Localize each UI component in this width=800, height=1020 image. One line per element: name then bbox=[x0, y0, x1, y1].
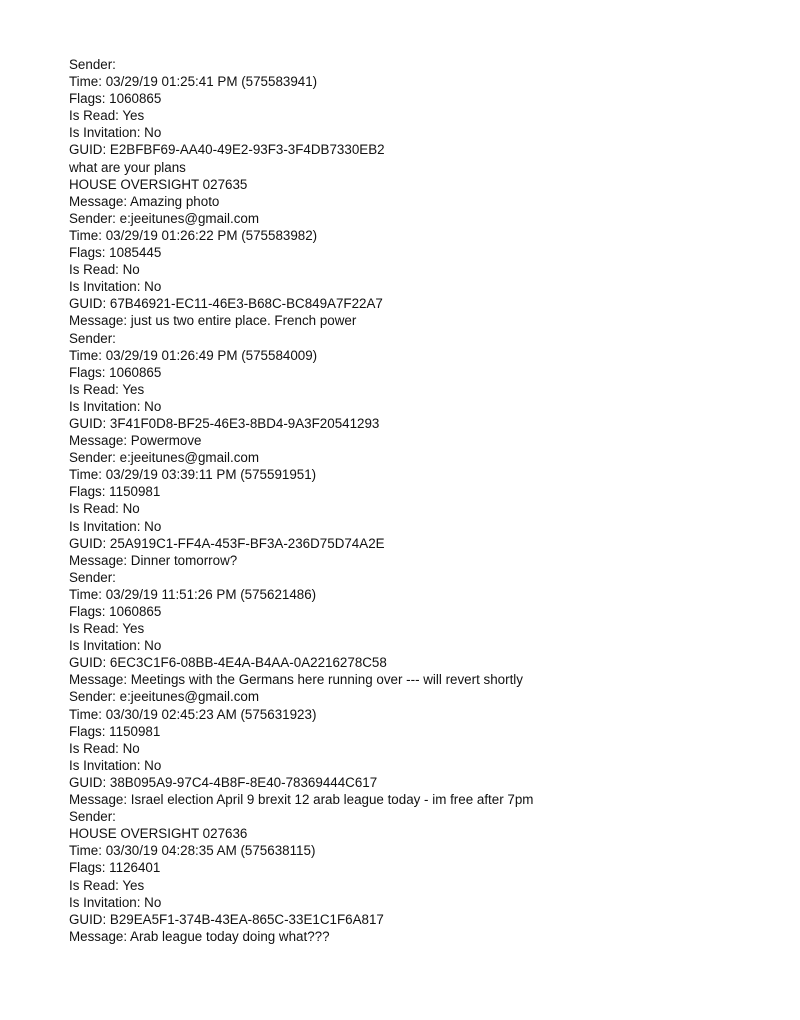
document-line: Sender: bbox=[69, 57, 116, 72]
document-page bbox=[69, 56, 769, 945]
document-line: GUID: 67B46921-EC11-46E3-B68C-BC849A7F22A7 bbox=[69, 296, 383, 312]
document-line: Message: Powermove bbox=[69, 433, 202, 449]
document-line: Sender: bbox=[69, 809, 116, 825]
document-line: Time: 03/29/19 01:26:22 PM (575583982) bbox=[69, 227, 318, 243]
document-line: Time: 03/29/19 11:51:26 PM (575621486) bbox=[69, 586, 317, 602]
document-line: Message: Israel election April 9 brexit 12 arab league today - im free after 7pm bbox=[69, 792, 534, 808]
document-line: Time: 03/29/19 01:26:49 PM (575584009) bbox=[69, 347, 318, 363]
document-line: Flags: 1085445 bbox=[69, 245, 162, 261]
document-line: GUID: E2BFBF69-AA40-49E2-93F3-3F4DB7330EB2 bbox=[69, 142, 385, 158]
document-line: Message: Arab league today doing what??? bbox=[69, 928, 330, 944]
document-line: GUID: 6EC3C1F6-08BB-4E4A-B4AA-0A2216278C58 bbox=[69, 655, 387, 671]
document-line: GUID: 25A919C1-FF4A-453F-BF3A-236D75D74A2E bbox=[69, 535, 385, 551]
document-line: Is Invitation: No bbox=[69, 894, 162, 910]
document-line: GUID: 38B095A9-97C4-4B8F-8E40-78369444C617 bbox=[69, 774, 378, 790]
document-line: Time: 03/29/19 01:25:41 PM (575583941) bbox=[69, 74, 318, 90]
document-line: Is Invitation: No bbox=[69, 279, 162, 295]
document-line: Sender: bbox=[69, 330, 116, 346]
document-line: Flags: 1060865 bbox=[69, 364, 162, 380]
document-line: Message: Meetings with the Germans here running over --- will revert shortly bbox=[69, 672, 523, 688]
document-line: Sender: e:jeeitunes@gmail.com bbox=[69, 210, 259, 226]
document-line: Is Invitation: No bbox=[69, 398, 162, 414]
document-line: Is Read: Yes bbox=[69, 108, 145, 124]
document-line: Is Read: No bbox=[69, 262, 140, 278]
document-line: Flags: 1150981 bbox=[69, 484, 161, 500]
document-line: Flags: 1126401 bbox=[69, 860, 161, 876]
document-line: Is Invitation: No bbox=[69, 757, 162, 773]
document-line: Time: 03/30/19 04:28:35 AM (575638115) bbox=[69, 843, 316, 859]
document-line: Is Read: Yes bbox=[69, 381, 145, 397]
document-line: HOUSE OVERSIGHT 027635 bbox=[69, 176, 248, 192]
document-line: Flags: 1060865 bbox=[69, 604, 162, 619]
document-line: Sender: bbox=[69, 569, 116, 585]
document-line: Is Invitation: No bbox=[69, 638, 162, 654]
document-line: Is Invitation: No bbox=[69, 518, 162, 534]
document-line: Is Read: Yes bbox=[69, 877, 145, 893]
document-line: Message: just us two entire place. French power bbox=[69, 313, 357, 329]
document-line: GUID: 3F41F0D8-BF25-46E3-8BD4-9A3F20541293 bbox=[69, 415, 380, 431]
document-line: HOUSE OVERSIGHT 027636 bbox=[69, 826, 248, 842]
document-line: Is Read: No bbox=[69, 740, 140, 756]
document-line: Message: Amazing photo bbox=[69, 193, 220, 209]
document-line: Time: 03/30/19 02:45:23 AM (575631923) bbox=[69, 706, 317, 722]
document-line: Flags: 1060865 bbox=[69, 91, 162, 107]
document-line: Message: Dinner tomorrow? bbox=[69, 552, 238, 568]
document-line: Sender: e:jeeitunes@gmail.com bbox=[69, 450, 259, 466]
document-line: GUID: B29EA5F1-374B-43EA-865C-33E1C1F6A817 bbox=[69, 911, 384, 927]
document-line: Flags: 1150981 bbox=[69, 723, 161, 739]
document-line: Sender: e:jeeitunes@gmail.com bbox=[69, 689, 259, 705]
document-line: what are your plans bbox=[69, 159, 186, 175]
document-line: Is Read: No bbox=[69, 501, 140, 517]
document-line: Time: 03/29/19 03:39:11 PM (575591951) bbox=[69, 467, 317, 483]
document-line: Is Read: Yes bbox=[69, 621, 145, 637]
document-line: Is Invitation: No bbox=[69, 125, 162, 141]
